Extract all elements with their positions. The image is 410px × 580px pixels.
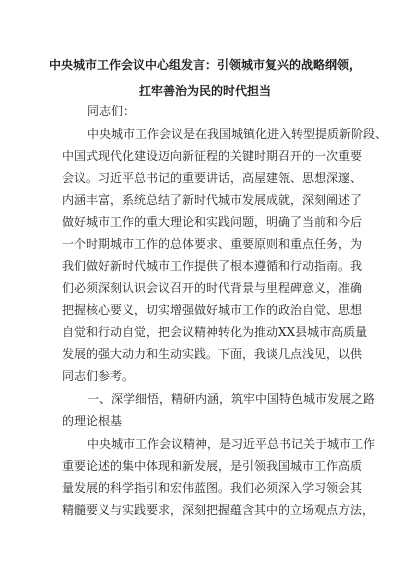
paragraph-1-line: 内涵丰富，系统总结了新时代城市发展成就，深刻阐述了 <box>62 193 363 207</box>
paragraph-2-line: 重要论述的集中体现和新发展，是引领我国城市工作高质 <box>62 459 363 473</box>
paragraph-1-line: 发展的强大动力和生动实践。下面，我谈几点浅见，以供 <box>62 347 363 361</box>
paragraph-1-line: 自觉和行动自觉，把会议精神转化为推动XX县城市高质量 <box>62 325 368 339</box>
paragraph-2-line: 量发展的科学指引和宏伟蓝图。我们必须深入学习领会其 <box>62 481 363 495</box>
document-title-line-2: 扛牢善治为民的时代担当 <box>138 84 271 98</box>
paragraph-1-line: 中国式现代化建设迈向新征程的关键时期召开的一次重要 <box>62 149 363 163</box>
paragraph-1-line: 中央城市工作会议是在我国城镇化进入转型提质新阶段、 <box>87 127 388 141</box>
section-1-heading-line-1: 一、深学细悟，精研内涵，筑牢中国特色城市发展之路 <box>87 392 376 406</box>
salutation: 同志们： <box>87 104 136 118</box>
document-title-line-1: 中央城市工作会议中心组发言：引领城市复兴的战略纲领， <box>48 58 361 72</box>
paragraph-1-line: 我们做好新时代城市工作提供了根本遵循和行动指南。我 <box>62 259 363 273</box>
paragraph-1-line: 做好城市工作的重大理论和实践问题，明确了当前和今后 <box>62 215 363 229</box>
paragraph-2-line: 中央城市工作会议精神，是习近平总书记关于城市工作 <box>87 437 376 451</box>
paragraph-1-line: 把握核心要义，切实增强做好城市工作的政治自觉、思想 <box>62 303 363 317</box>
paragraph-2-line: 精髓要义与实践要求，深刻把握蕴含其中的立场观点方法， <box>62 503 375 517</box>
paragraph-1-line: 同志们参考。 <box>62 369 135 383</box>
paragraph-1-line: 们必须深刻认识会议召开的时代背景与里程碑意义，准确 <box>62 281 363 295</box>
paragraph-1-line: 会议。习近平总书记的重要讲话，高屋建瓴、思想深邃、 <box>62 171 363 185</box>
section-1-heading-line-2: 的理论根基 <box>62 414 123 428</box>
paragraph-1-line: 一个时期城市工作的总体要求、重要原则和重点任务，为 <box>62 237 363 251</box>
